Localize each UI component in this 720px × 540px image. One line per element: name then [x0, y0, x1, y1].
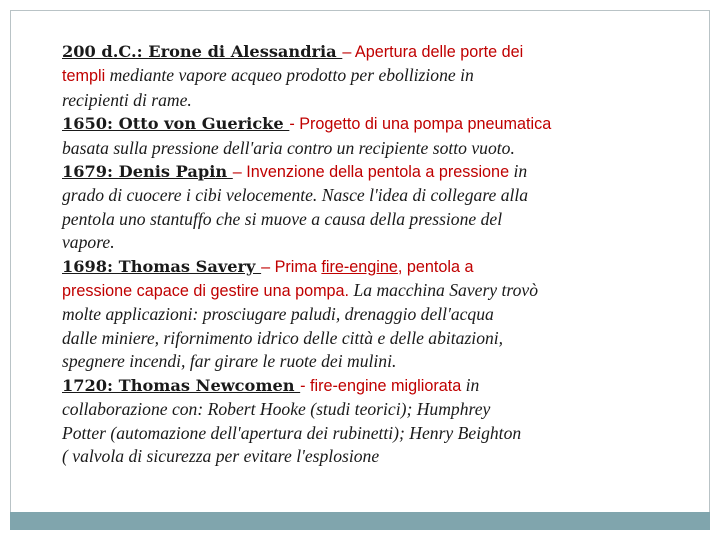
- entry-description: basata sulla pressione dell'aria contro un recipiente sotto vuoto.: [62, 137, 515, 158]
- entry-4-line-3: [62, 303, 662, 326]
- entry-1-line-2: [62, 64, 662, 88]
- entry-text: templi: [62, 67, 106, 86]
- entry-5-line-1: [62, 374, 662, 398]
- entry-3-line-2: [62, 184, 662, 207]
- entry-description: vapore.: [62, 232, 115, 253]
- entry-description: in: [509, 161, 528, 182]
- entry-1-line-3: [62, 89, 662, 112]
- entry-description: in: [461, 374, 480, 395]
- entry-text: – Apertura delle porte dei: [342, 43, 524, 61]
- entry-text: , pentola a: [397, 257, 474, 276]
- entry-description: collaborazione con: Robert Hooke (studi teorici); Humphrey: [62, 399, 491, 420]
- entry-description: pentola uno stantuffo che si muove a causa della pressione del: [62, 208, 503, 229]
- entry-heading: 1720: Thomas Newcomen: [62, 375, 301, 395]
- entry-description: molte applicazioni: prosciugare paludi, drenaggio dell'acqua: [62, 304, 494, 325]
- entry-heading: 1679: Denis Papin: [62, 162, 233, 182]
- entry-description: mediante vapore acqueo prodotto per ebollizione in: [105, 65, 474, 86]
- entry-description: Potter (automazione dell'apertura dei rubinetti); Henry Beighton: [62, 422, 522, 443]
- entry-text: - Progetto di una pompa pneumatica: [289, 115, 552, 134]
- entry-description: grado di cuocere i cibi velocemente. Nasce l'idea di collegare alla: [62, 185, 529, 206]
- entry-5-line-2: [62, 398, 662, 421]
- entry-description: La macchina Savery trovò: [349, 280, 538, 301]
- entry-4-line-1: [62, 255, 662, 279]
- entry-1-line-1: [62, 40, 662, 64]
- slide-content: [62, 40, 662, 468]
- entry-3-line-1: [62, 160, 662, 184]
- entry-2-line-1: [62, 112, 662, 136]
- slide-footer-bar: [10, 512, 710, 530]
- entry-description: spegnere incendi, far girare le ruote dei mulini.: [62, 351, 397, 372]
- entry-4-line-4: [62, 327, 662, 350]
- fire-engine-link[interactable]: fire-engine: [321, 257, 398, 276]
- entry-text: pressione capace di gestire una pompa.: [62, 282, 350, 301]
- entry-description: dalle miniere, rifornimento idrico delle città e delle abitazioni,: [62, 327, 504, 348]
- entry-text: – Invenzione della pentola a pressione: [232, 163, 510, 182]
- entry-4-line-5: [62, 350, 662, 373]
- entry-description: recipienti di rame.: [62, 89, 192, 110]
- entry-2-line-2: [62, 137, 662, 160]
- entry-description: ( valvola di sicurezza per evitare l'esplosione: [62, 445, 380, 466]
- entry-text: – Prima: [261, 257, 322, 276]
- entry-text: - fire-engine migliorata: [300, 376, 462, 395]
- entry-5-line-3: [62, 422, 662, 445]
- entry-heading: 200 d.C.: Erone di Alessandria: [62, 42, 343, 61]
- entry-3-line-4: [62, 231, 662, 254]
- entry-heading: 1698: Thomas Savery: [62, 256, 262, 276]
- entry-heading: 1650: Otto von Guericke: [62, 114, 290, 134]
- entry-4-line-2: [62, 279, 662, 303]
- entry-3-line-3: [62, 208, 662, 231]
- entry-5-line-4: [62, 445, 662, 468]
